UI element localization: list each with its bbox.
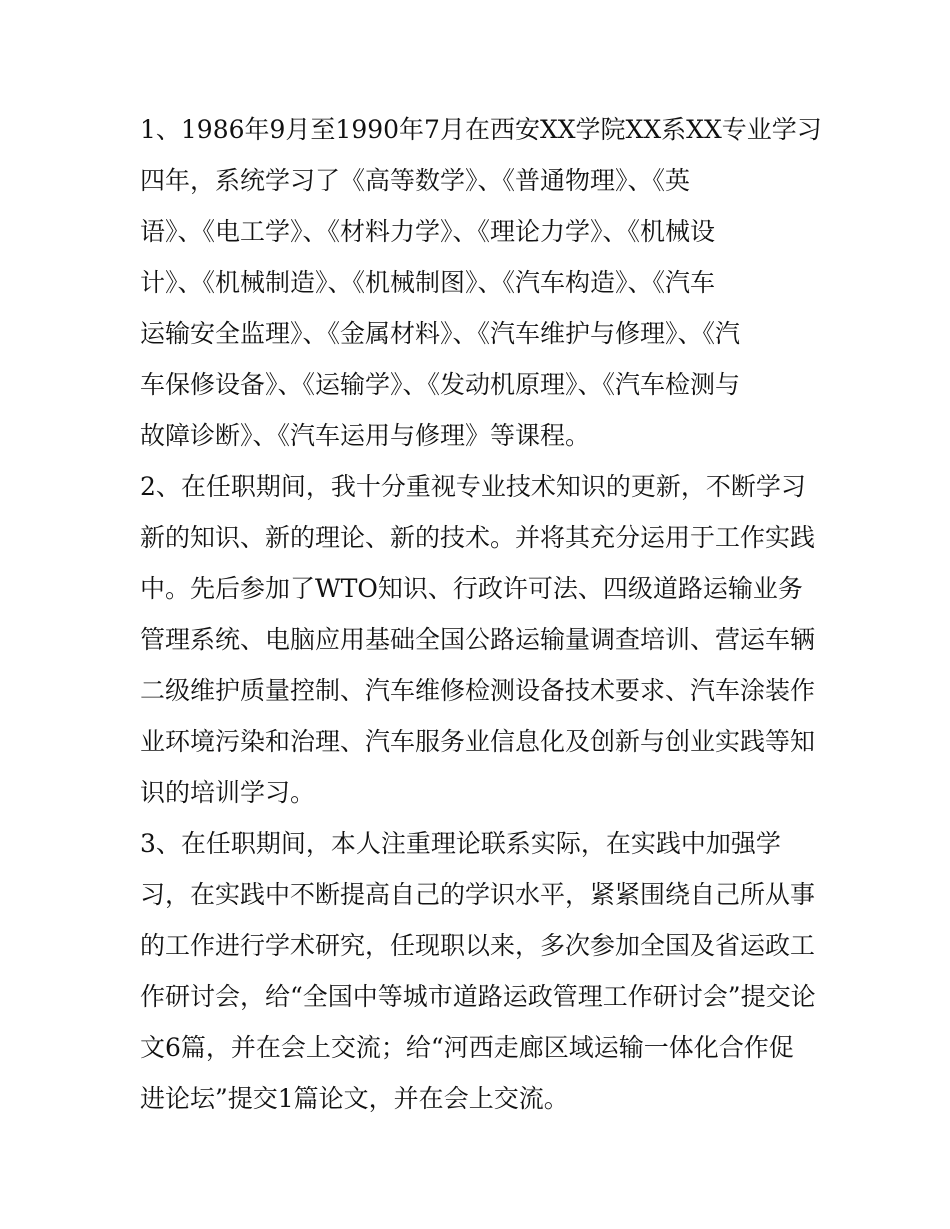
text-line: 3、在任职期间，本人注重理论联系实际，在实践中加强学 (140, 829, 781, 858)
text-line: 识的培训学习。 (140, 778, 316, 807)
paragraph-education (140, 104, 822, 461)
text-line: 运输安全监理》、《金属材料》、《汽车维护与修理》、《汽 (140, 319, 741, 348)
paragraph-training (140, 461, 814, 818)
text-line: 文6篇，并在会上交流；给“河西走廊区域运输一体化合作促 (140, 1033, 794, 1062)
text-line: 的工作进行学术研究，任现职以来，多次参加全国及省运政工 (140, 931, 816, 960)
document-body (140, 104, 822, 1124)
text-line: 车保修设备》、《运输学》、《发动机原理》、《汽车检测与 (140, 370, 741, 399)
text-line: 管理系统、电脑应用基础全国公路运输量调查培训、营运车辆 (140, 625, 816, 654)
paragraph-research (140, 818, 814, 1124)
text-line: 语》、《电工学》、《材料力学》、《理论力学》、《机械设 (140, 217, 716, 246)
text-line: 计》、《机械制造》、《机械制图》、《汽车构造》、《汽车 (140, 268, 716, 297)
text-line: 作研讨会，给“全国中等城市道路运政管理工作研讨会”提交论 (140, 982, 816, 1011)
text-line: 故障诊断》、《汽车运用与修理》等课程。 (140, 421, 591, 450)
text-line: 中。先后参加了WTO知识、行政许可法、四级道路运输业务 (140, 574, 803, 603)
text-line: 2、在任职期间，我十分重视专业技术知识的更新，不断学习 (140, 472, 806, 501)
text-line: 业环境污染和治理、汽车服务业信息化及创新与创业实践等知 (140, 727, 816, 756)
text-line: 二级维护质量控制、汽车维修检测设备技术要求、汽车涂装作 (140, 676, 816, 705)
text-line: 新的知识、新的理论、新的技术。并将其充分运用于工作实践 (140, 523, 816, 552)
text-line: 1、1986年9月至1990年7月在西安XX学院XX系XX专业学习 (140, 115, 822, 144)
text-line: 进论坛”提交1篇论文，并在会上交流。 (140, 1084, 569, 1113)
text-line: 习，在实践中不断提高自己的学识水平，紧紧围绕自己所从事 (140, 880, 816, 909)
text-line: 四年，系统学习了《高等数学》、《普通物理》、《英 (140, 166, 691, 195)
